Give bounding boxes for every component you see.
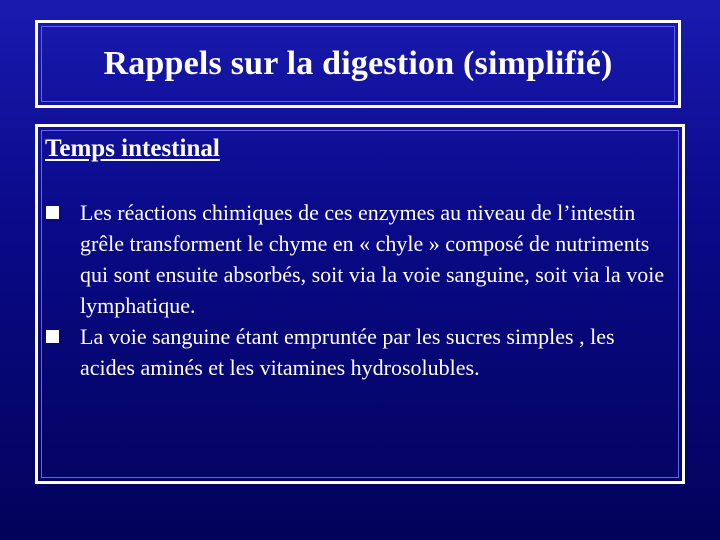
bullet-list: [44, 197, 674, 383]
bullet-text: La voie sanguine étant empruntée par les sucres simples , les acides aminés et les vitamines hydrosolubles.: [80, 324, 615, 380]
content-box: [35, 124, 685, 484]
bullet-text: Les réactions chimiques de ces enzymes au niveau de l’intestin grêle transforment le chyme en « chyle » composé de nutriments qui sont ensuite absorbés, soit via la voie sanguine, soit via la voie lymphatique.: [80, 200, 665, 318]
slide-title: Rappels sur la digestion (simplifié): [103, 45, 613, 82]
square-bullet-icon: [46, 206, 59, 219]
square-bullet-icon: [46, 330, 59, 343]
section-heading: Temps intestinal: [45, 135, 220, 162]
list-item: [44, 321, 674, 383]
list-item: [44, 197, 674, 321]
title-box: [35, 20, 681, 108]
